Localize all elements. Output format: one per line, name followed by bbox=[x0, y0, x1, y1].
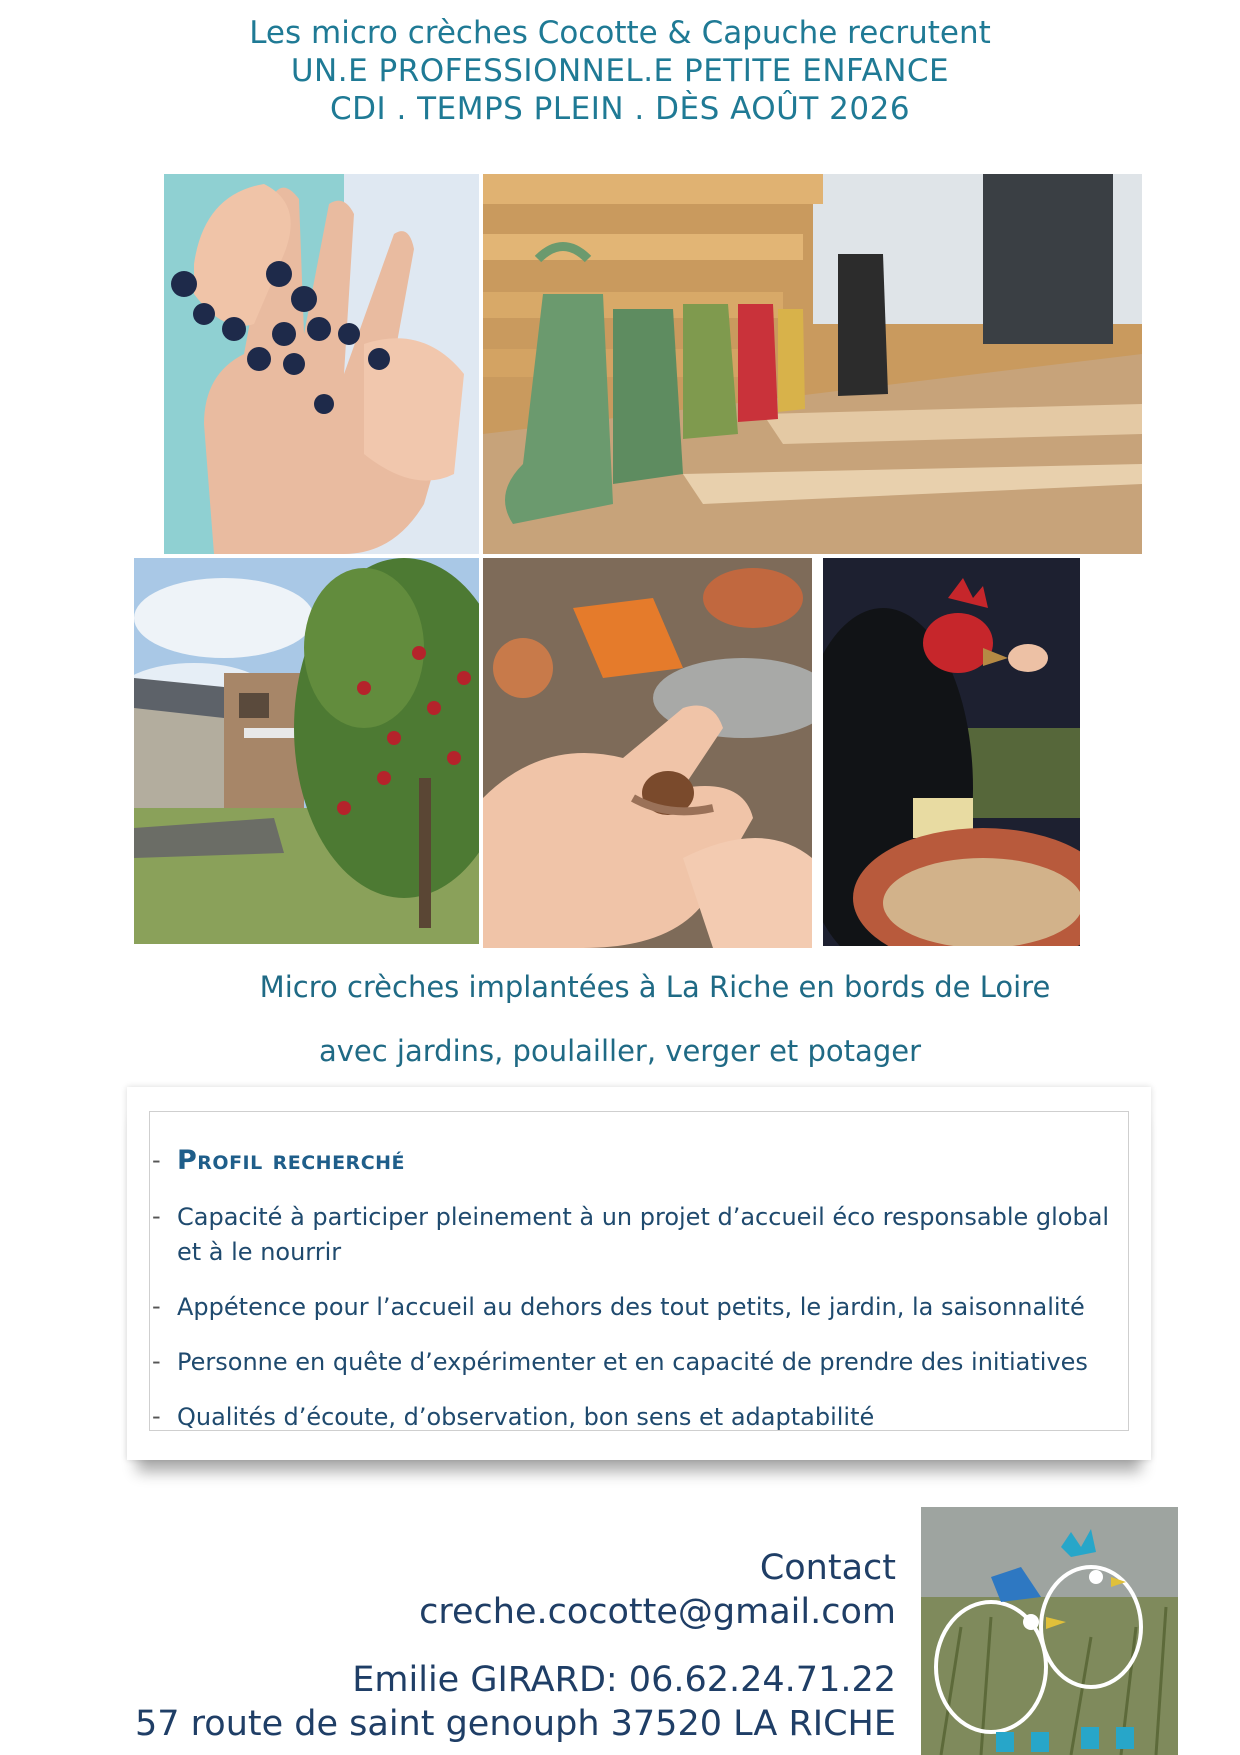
header-line-3: CDI . TEMPS PLEIN . DÈS AOÛT 2026 bbox=[329, 91, 911, 127]
profile-box bbox=[149, 1111, 1129, 1431]
bullet-dash: - bbox=[152, 1347, 161, 1375]
profile-title: Profil recherché bbox=[177, 1145, 406, 1176]
profile-item: Capacité à participer pleinement à un projet d’accueil éco responsable global et à le nourrir bbox=[177, 1203, 1110, 1266]
subtitle-line-1: Micro crèches implantées à La Riche en bords de Loire bbox=[259, 970, 1051, 1004]
poster-header bbox=[0, 14, 1240, 128]
photo-hands-berries bbox=[164, 174, 479, 554]
photo-house-apple-tree bbox=[134, 558, 479, 944]
contact-label: Contact bbox=[759, 1548, 896, 1588]
contact-person-phone[interactable]: Emilie GIRARD: 06.62.24.71.22 bbox=[352, 1660, 896, 1700]
profile-item: Appétence pour l’accueil au dehors des tout petits, le jardin, la saisonnalité bbox=[177, 1293, 1085, 1321]
header-line-2: UN.E PROFESSIONNEL.E PETITE ENFANCE bbox=[290, 53, 950, 89]
subtitle-line-2: avec jardins, poulailler, verger et potager bbox=[318, 1034, 921, 1068]
logo-birds-illustration bbox=[921, 1507, 1178, 1755]
bullet-dash: - bbox=[152, 1146, 161, 1174]
photo-snail-hand bbox=[483, 558, 812, 948]
profile-item: Personne en quête d’expérimenter et en capacité de prendre des initiatives bbox=[177, 1348, 1088, 1376]
photo-hen bbox=[823, 558, 1080, 946]
photo-rain-boots bbox=[483, 174, 1142, 554]
bullet-dash: - bbox=[152, 1402, 161, 1430]
profile-panel bbox=[127, 1087, 1151, 1460]
contact-email[interactable]: creche.cocotte@gmail.com bbox=[419, 1592, 896, 1632]
header-line-1: Les micro crèches Cocotte & Capuche recrutent bbox=[249, 15, 991, 51]
bullet-dash: - bbox=[152, 1292, 161, 1320]
profile-item: Qualités d’écoute, d’observation, bon sens et adaptabilité bbox=[177, 1403, 875, 1431]
contact-address: 57 route de saint genouph 37520 LA RICHE bbox=[135, 1704, 896, 1744]
bullet-dash: - bbox=[152, 1202, 161, 1230]
